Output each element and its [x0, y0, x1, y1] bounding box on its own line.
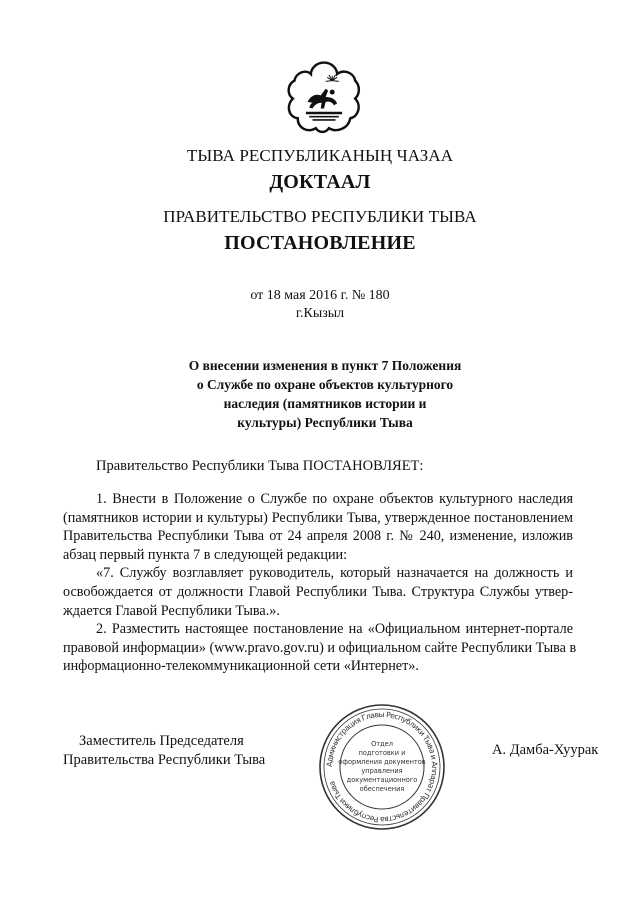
- body-line: абзац первый пункта 7 в следующей редакции:: [63, 546, 348, 563]
- document-body: [63, 490, 577, 676]
- seal-center-line: управления: [361, 767, 403, 775]
- paragraph-1: [63, 490, 573, 564]
- document-date-number: от 18 мая 2016 г. № 180: [250, 288, 390, 303]
- signatory-position: [63, 732, 265, 770]
- signatory-position-line: Заместитель Председателя: [79, 733, 244, 749]
- russian-document-type: ПОСТАНОВЛЕНИЕ: [224, 232, 416, 254]
- document-subject: [140, 356, 510, 432]
- body-line: «7. Службу возглавляет руководитель, который назначается на должность и: [96, 565, 573, 582]
- seal-ring-text: Администрация Главы Республики Тыва и Аппарат Правительства Республики Тыва: [324, 709, 440, 825]
- tuva-coat-of-arms-icon: [283, 56, 365, 138]
- tuvan-government-title: ТЫВА РЕСПУБЛИКАНЫҢ ЧАЗАА: [186, 146, 454, 165]
- preamble: Правительство Республики Тыва ПОСТАНОВЛЯЕТ:: [96, 458, 424, 474]
- paragraph-2: [63, 564, 573, 620]
- signatory-name: А. Дамба-Хуурак: [492, 742, 599, 758]
- seal-center-line: обеспечения: [359, 785, 405, 793]
- body-line: освобождается от должности Главой Республики Тыва. Структура Службы утвер-: [63, 583, 573, 600]
- seal-center-line: документационного: [346, 776, 418, 784]
- subject-line: О внесении изменения в пункт 7 Положения: [188, 358, 462, 373]
- signatory-position-line: Правительства Республики Тыва: [63, 752, 266, 768]
- seal-center-line: Отдел: [371, 740, 393, 748]
- body-line: ждается Главой Республики Тыва.».: [63, 602, 280, 619]
- paragraph-3: [63, 620, 577, 676]
- seal-center-line: оформления документов: [338, 758, 426, 766]
- body-line: 2. Разместить настоящее постановление на «Официальном интернет-портале: [96, 621, 573, 638]
- body-line: правовой информации» (www.pravo.gov.ru) и официальном сайте Республики Тыва в: [63, 639, 577, 656]
- official-seal: [317, 702, 447, 832]
- body-line: (памятников истории и культуры) Республики Тыва, утвержденное постановлением: [63, 509, 573, 526]
- subject-line: наследия (памятников истории и: [223, 396, 427, 411]
- body-line: Правительства Республики Тыва от 24 апреля 2008 г. № 240, изменение, изложив: [63, 528, 573, 545]
- body-line: информационно-телекоммуникационной сети «Интернет».: [63, 658, 419, 675]
- document-city: г.Кызыл: [295, 306, 345, 321]
- subject-line: о Службе по охране объектов культурного: [196, 377, 454, 392]
- russian-government-title: ПРАВИТЕЛЬСТВО РЕСПУБЛИКИ ТЫВА: [163, 207, 477, 226]
- subject-line: культуры) Республики Тыва: [237, 415, 413, 430]
- seal-center-line: подготовки и: [358, 749, 406, 757]
- tuvan-document-type: ДОКТААЛ: [269, 171, 371, 193]
- body-line: 1. Внести в Положение о Службе по охране объектов культурного наследия: [96, 491, 573, 507]
